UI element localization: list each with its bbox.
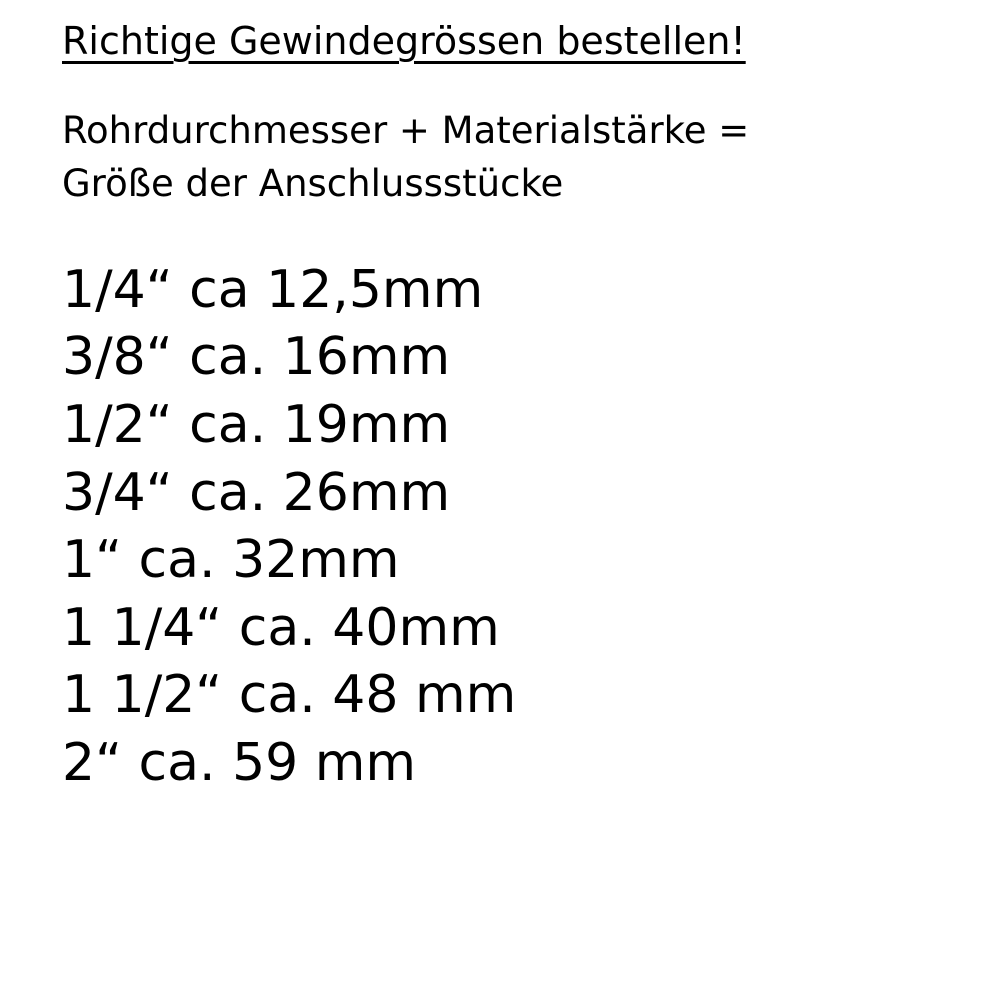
list-item: 1 1/4“ ca. 40mm <box>62 597 500 658</box>
size-list <box>62 257 1000 798</box>
page-title: Richtige Gewindegrössen bestellen! <box>62 19 746 63</box>
list-item: 3/8“ ca. 16mm <box>62 327 451 388</box>
intro-line-1: Rohrdurchmesser + Materialstärke = <box>62 108 750 152</box>
list-item: 1/4“ ca 12,5mm <box>62 259 484 320</box>
list-item: 2“ ca. 59 mm <box>62 732 417 793</box>
list-item: 1 1/2“ ca. 48 mm <box>62 665 517 726</box>
list-item: 1/2“ ca. 19mm <box>62 394 451 455</box>
list-item: 1“ ca. 32mm <box>62 530 400 591</box>
list-item: 3/4“ ca. 26mm <box>62 462 451 523</box>
intro-line-2: Größe der Anschlussstücke <box>62 162 564 206</box>
intro-paragraph <box>62 104 962 211</box>
